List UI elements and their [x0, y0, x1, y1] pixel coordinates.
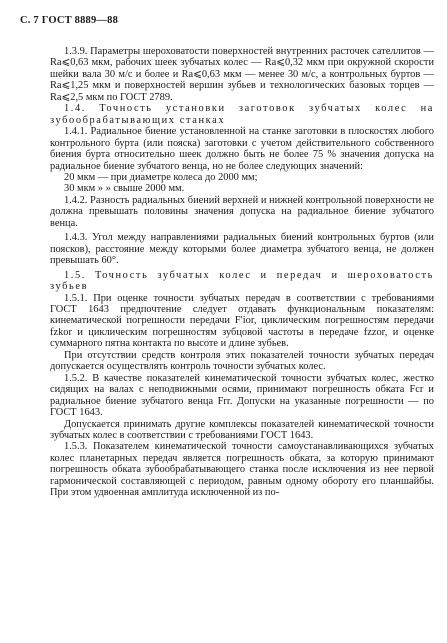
- section-heading-1-4: 1.4. Точность установки заготовок зубчатых колес на зубообрабатывающих станках: [50, 103, 434, 126]
- paragraph-1-4-3: 1.4.3. Угол между направлениями радиальных биений контрольных буртов (или поясков), расстояние между которыми более диаметра зубчатого венца, не должен превышать 60°.: [50, 232, 434, 267]
- list-item: 20 мкм — при диаметре колеса до 2000 мм;: [64, 171, 258, 183]
- paragraph-1-5-2: 1.5.2. В качестве показателей кинематической точности зубчатых колес, жестко сидящих на валах с неподвижными осями, принимают погрешность обката Fcr и радиальное биение зубчатого венца Frr. Допуски на указанные погрешности — по ГОСТ 1643.: [50, 372, 434, 419]
- page-header: С. 7 ГОСТ 8889—88: [20, 15, 119, 26]
- paragraph-1-5-1-continued: При отсутствии средств контроля этих показателей точности зубчатых передач допускается осуществлять контроль точности зубчатых колес.: [50, 349, 434, 373]
- paragraph-1-5-3: 1.5.3. Показателем кинематической точности самоустанавливающихся зубчатых колес планетарных передач является погрешность обката, за которую принимают погрешность обката зубообрабатывающего станка после исключения из нее первой гармонической составляющей с периодом, равным одному обороту его планшайбы. При этом удвоенная амплитуда исключенной из по-: [50, 441, 434, 499]
- paragraph-1-5-1: 1.5.1. При оценке точности зубчатых передач в соответствии с требованиями ГОСТ 1643 предпочтение следует отдавать функциональным показателям: кинематической погрешности передачи F′ior, циклическим погрешностям передачи fzkor и циклическим погрешностям зубцовой частоты в передаче fzzor, и оценке суммарного пятна контакта по высоте и длине зубьев.: [50, 292, 434, 350]
- paragraph-1-5-2-continued: Допускается принимать другие комплексы показателей кинематической точности зубчатых колес в соответствии с требованиями ГОСТ 1643.: [50, 418, 434, 441]
- section-heading-1-5: 1.5. Точность зубчатых колес и передач и шероховатость зубьев: [50, 269, 434, 293]
- document-body: [50, 46, 434, 499]
- paragraph-1-4-1: 1.4.1. Радиальное биение установленной на станке заготовки в плоскостях любого контрольного бурта (или пояска) заготовки с учетом действительного собственного биения бурта относительно шеек должно быть не более 75 % значения допуска на радиальное биение зубчатого венца, но не более следующих значений:: [50, 126, 434, 172]
- paragraph-1-3-9: 1.3.9. Параметры шероховатости поверхностей внутренних расточек сателлитов — Ra⩽0,63 мкм, рабочих шеек зубчатых колес — Ra⩽0,32 мкм при окружной скорости шейки вала 30 м/с и более и Ra⩽0,63 мкм — менее 30 м/с, а контрольных буртов — Ra⩽1,25 мкм и поверхностей вершин зубьев и технологических базовых торцев — Ra⩽2,5 мкм по ГОСТ 2789.: [50, 46, 434, 103]
- list-item: 30 мкм » » свыше 2000 мм.: [64, 183, 185, 195]
- paragraph-1-4-2: 1.4.2. Разность радиальных биений верхней и нижней контрольной поверхности не должна превышать половины значения допуска на радиальное биение зубчатого венца.: [50, 194, 434, 229]
